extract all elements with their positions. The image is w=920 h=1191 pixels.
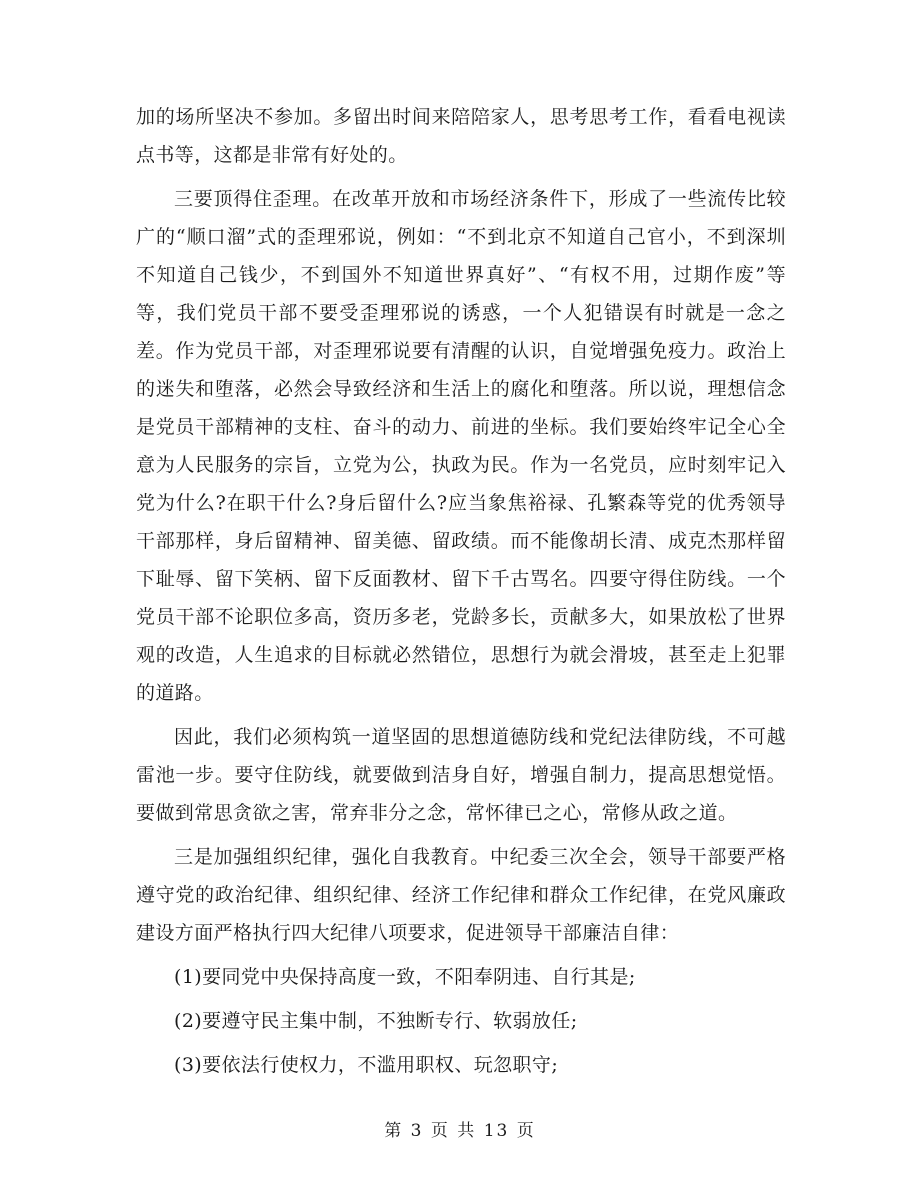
list-item-1: (1)要同党中央保持高度一致，不阳奉阴违、自行其是; <box>174 966 636 988</box>
paragraph-2: 三要顶得住歪理。在改革开放和市场经济条件下，形成了一些流传比较广的“顺口溜”式的歪理邪说，例如：“不到北京不知道自己官小，不到深圳不知道自己钱少，不到国外不知道世界真好”、“有权不用，过期作废”等等，我们党员干部不要受歪理邪说的诱惑，一个人犯错误有时就是一念之差。作为党员干部，对歪理邪说要有清醒的认识，自觉增强免疫力。政治上的迷失和堕落，必然会导致经济和生活上的腐化和堕落。所以说，理想信念是党员干部精神的支柱、奋斗的动力、前进的坐标。我们要始终牢记全心全意为人民服务的宗旨，立党为公，执政为民。作为一名党员，应时刻牢记入党为什么?在职干什么?身后留什么?应当象焦裕禄、孔繁森等党的优秀领导干部那样，身后留精神、留美德、留政绩。而不能像胡长清、成克杰那样留下耻辱、留下笑柄、留下反面教材、留下千古骂名。四要守得住防线。一个党员干部不论职位多高，资历多老，党龄多长，贡献多大，如果放松了世界观的改造，人生追求的目标就必然错位，思想行为就会滑坡，甚至走上犯罪的道路。 <box>136 188 786 704</box>
page-number-footer: 第 3 页 共 13 页 <box>384 1121 536 1141</box>
list-item-2: (2)要遵守民主集中制，不独断专行、软弱放任; <box>174 1010 578 1032</box>
paragraph-4: 三是加强组织纪律，强化自我教育。中纪委三次全会，领导干部要严格遵守党的政治纪律、组织纪律、经济工作纪律和群众工作纪律，在党风廉政建设方面严格执行四大纪律八项要求，促进领导干部廉洁自律： <box>136 846 786 944</box>
paragraph-1: 加的场所坚决不参加。多留出时间来陪陪家人，思考思考工作，看看电视读点书等，这都是非常有好处的。 <box>136 106 786 166</box>
list-item-3: (3)要依法行使权力，不滥用职权、玩忽职守; <box>174 1054 559 1076</box>
paragraph-3: 因此，我们必须构筑一道坚固的思想道德防线和党纪法律防线，不可越雷池一步。要守住防线，就要做到洁身自好，增强自制力，提高思想觉悟。要做到常思贪欲之害，常弃非分之念，常怀律已之心，常修从政之道。 <box>136 726 786 824</box>
document-body <box>136 98 786 1090</box>
